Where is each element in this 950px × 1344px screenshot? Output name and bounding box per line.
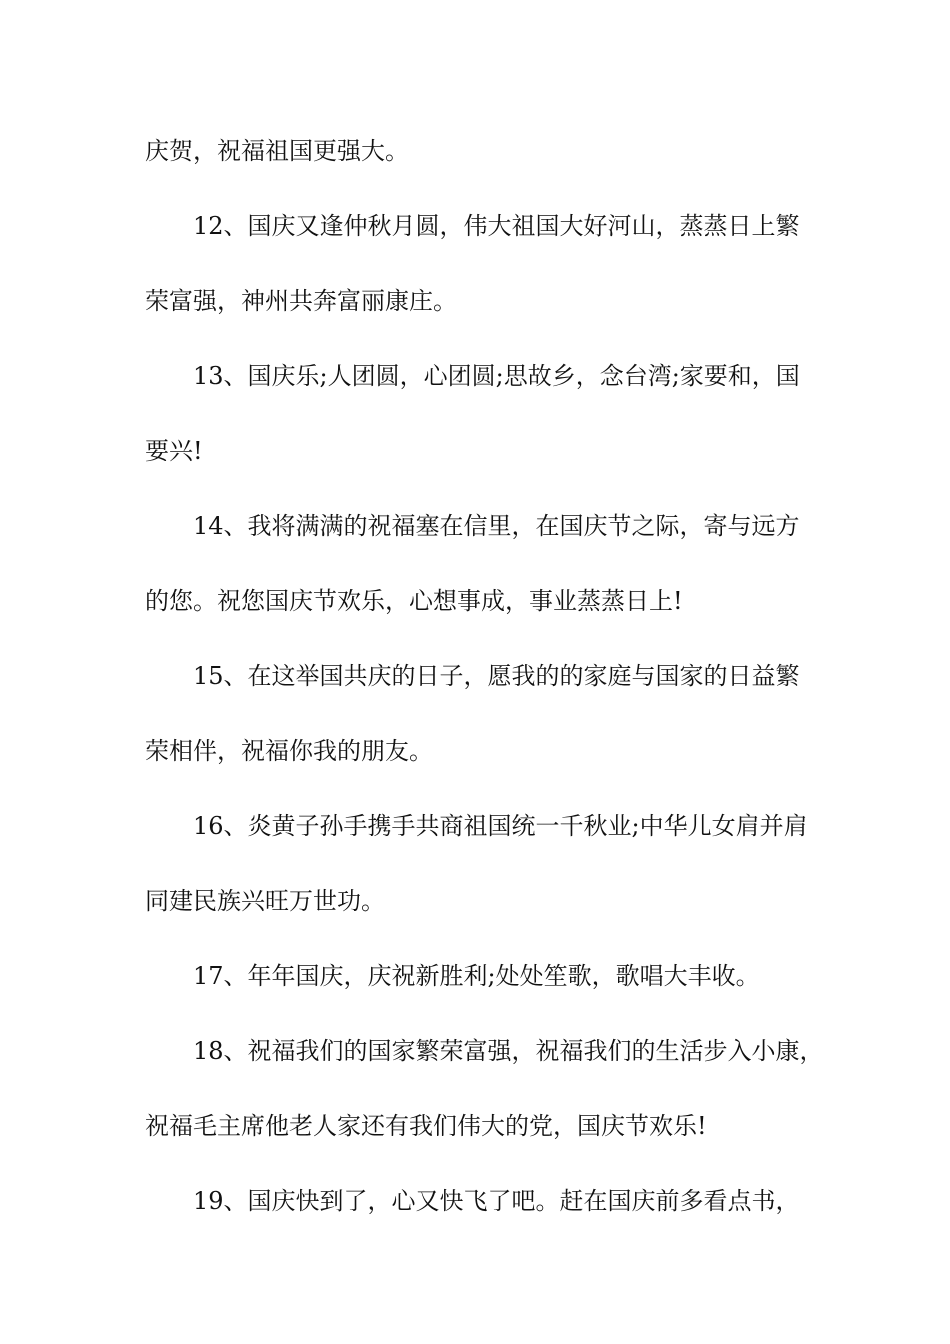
text-line: 15、在这举国共庆的日子，愿我的的家庭与国家的日益繁 xyxy=(193,662,800,690)
text-line: 18、祝福我们的国家繁荣富强，祝福我们的生活步入小康， xyxy=(193,1037,824,1065)
text-line: 的您。祝您国庆节欢乐，心想事成，事业蒸蒸日上! xyxy=(145,587,683,615)
text-line: 要兴! xyxy=(145,437,203,465)
text-line: 荣富强，神州共奔富丽康庄。 xyxy=(145,287,457,315)
text-line: 14、我将满满的祝福塞在信里，在国庆节之际，寄与远方 xyxy=(193,512,800,540)
text-line: 同建民族兴旺万世功。 xyxy=(145,887,385,915)
text-line: 荣相伴，祝福你我的朋友。 xyxy=(145,737,433,765)
text-line: 12、国庆又逢仲秋月圆，伟大祖国大好河山，蒸蒸日上繁 xyxy=(193,212,800,240)
text-line: 16、炎黄子孙手携手共商祖国统一千秋业;中华儿女肩并肩 xyxy=(193,812,808,840)
text-line: 17、年年国庆，庆祝新胜利;处处笙歌，歌唱大丰收。 xyxy=(193,962,760,990)
text-line: 19、国庆快到了，心又快飞了吧。赶在国庆前多看点书， xyxy=(193,1187,800,1215)
text-line: 庆贺，祝福祖国更强大。 xyxy=(145,137,409,165)
text-line: 祝福毛主席他老人家还有我们伟大的党，国庆节欢乐! xyxy=(145,1112,707,1140)
text-line: 13、国庆乐;人团圆，心团圆;思故乡，念台湾;家要和，国 xyxy=(193,362,800,390)
